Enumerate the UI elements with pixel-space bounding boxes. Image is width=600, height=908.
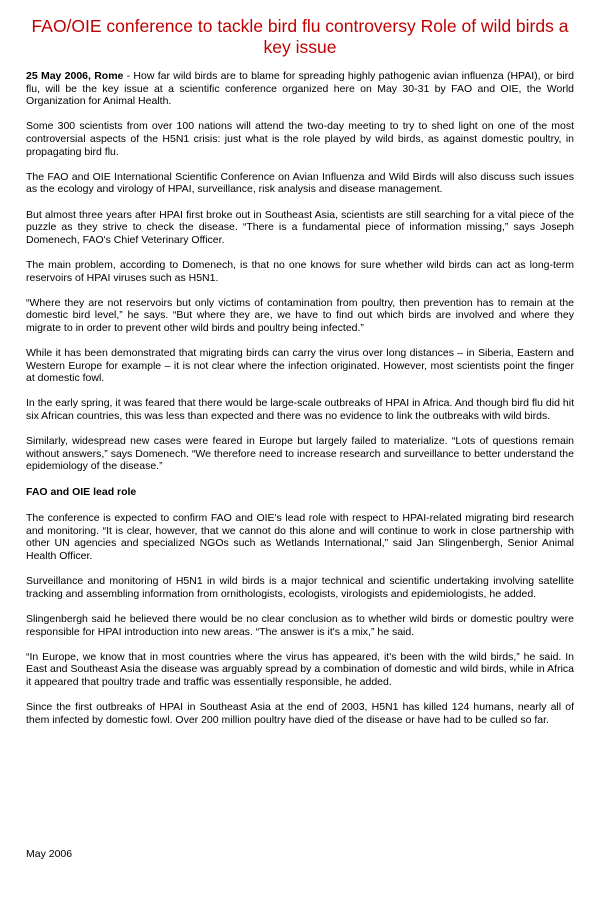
paragraph-9: Similarly, widespread new cases were feared in Europe but largely failed to materialize. “Lots of questions remain without answers,” says Domenech. “We therefore need to increase research and surveillance to better understand the epidemiology of the disease.”: [26, 435, 574, 473]
paragraph-8: In the early spring, it was feared that there would be large-scale outbreaks of HPAI in Africa. And though bird flu did hit six African countries, this was less than expected and there was no evidence to link the outbreaks with wild birds.: [26, 397, 574, 423]
paragraph-6: “Where they are not reservoirs but only victims of contamination from poultry, then prevention has to remain at the domestic bird level,” he says. “But where they are, we have to find out which birds are involved and where they migrate to in order to prevent other wild birds and poultry being infected.”: [26, 296, 574, 334]
section-paragraph-4: “In Europe, we know that in most countries where the virus has appeared, it's been with the wild birds,” he said. In East and Southeast Asia the disease was arguably spread by a combination of domestic and wild birds, while in Africa it appeared that poultry trade and traffic was essentially responsible, he added.: [26, 650, 574, 688]
dateline: 25 May 2006, Rome: [26, 70, 124, 82]
paragraph-1: [26, 70, 574, 108]
section-paragraph-2: Surveillance and monitoring of H5N1 in wild birds is a major technical and scientific undertaking involving satellite tracking and assembling information from ornithologists, ecologists, virologists and epidemiologists, he added.: [26, 575, 574, 600]
section-paragraph-5: Since the first outbreaks of HPAI in Southeast Asia at the end of 2003, H5N1 has killed 124 humans, nearly all of them infected by domestic fowl. Over 200 million poultry have died of the disease or have had to be culled so far.: [26, 701, 574, 726]
paragraph-7: While it has been demonstrated that migrating birds can carry the virus over long distances – in Siberia, Eastern and Western Europe for example – it is not clear where the infection originated. However, most scientists point the finger at domestic fowl.: [26, 347, 574, 385]
paragraph-3: The FAO and OIE International Scientific Conference on Avian Influenza and Wild Birds will also discuss such issues as the ecology and virology of HPAI, surveillance, risk analysis and disease management.: [26, 170, 574, 196]
paragraph-2: Some 300 scientists from over 100 nations will attend the two-day meeting to try to shed light on one of the most controversial aspects of the H5N1 crisis: just what is the role played by wild birds, as against domestic poultry, in propagating bird flu.: [26, 120, 574, 158]
section-paragraph-1: The conference is expected to confirm FAO and OIE's lead role with respect to HPAI-related migrating bird research and monitoring. “It is clear, however, that we cannot do this alone and will continue to work in close partnership with other UN agencies and specialized NGOs such as Wetlands International,” said Jan Slingenbergh, Senior Animal Health Officer.: [26, 512, 574, 562]
paragraph-1-text: - How far wild birds are to blame for spreading highly pathogenic avian influenza (HPAI), or bird flu, will be the key issue at a scientific conference organized here on May 30-31 by FAO and OIE, the World Organization for Animal Health.: [26, 70, 574, 108]
section-paragraph-3: Slingenbergh said he believed there would be no clear conclusion as to whether wild birds or domestic poultry were responsible for HPAI introduction into new areas. “The answer is it's a mix,” he said.: [26, 612, 574, 638]
paragraph-5: The main problem, according to Domenech, is that no one knows for sure whether wild birds can act as long-term reservoirs of HPAI viruses such as H5N1.: [26, 258, 574, 284]
article-title: FAO/OIE conference to tackle bird flu controversy Role of wild birds a key issue: [31, 16, 569, 57]
footer-date: May 2006: [26, 848, 73, 860]
paragraph-4: But almost three years after HPAI first broke out in Southeast Asia, scientists are still searching for a vital piece of the puzzle as they strive to check the disease. “There is a fundamental piece of information missing,” says Joseph Domenech, FAO's Chief Veterinary Officer.: [26, 208, 574, 246]
section-heading: FAO and OIE lead role: [26, 485, 137, 498]
